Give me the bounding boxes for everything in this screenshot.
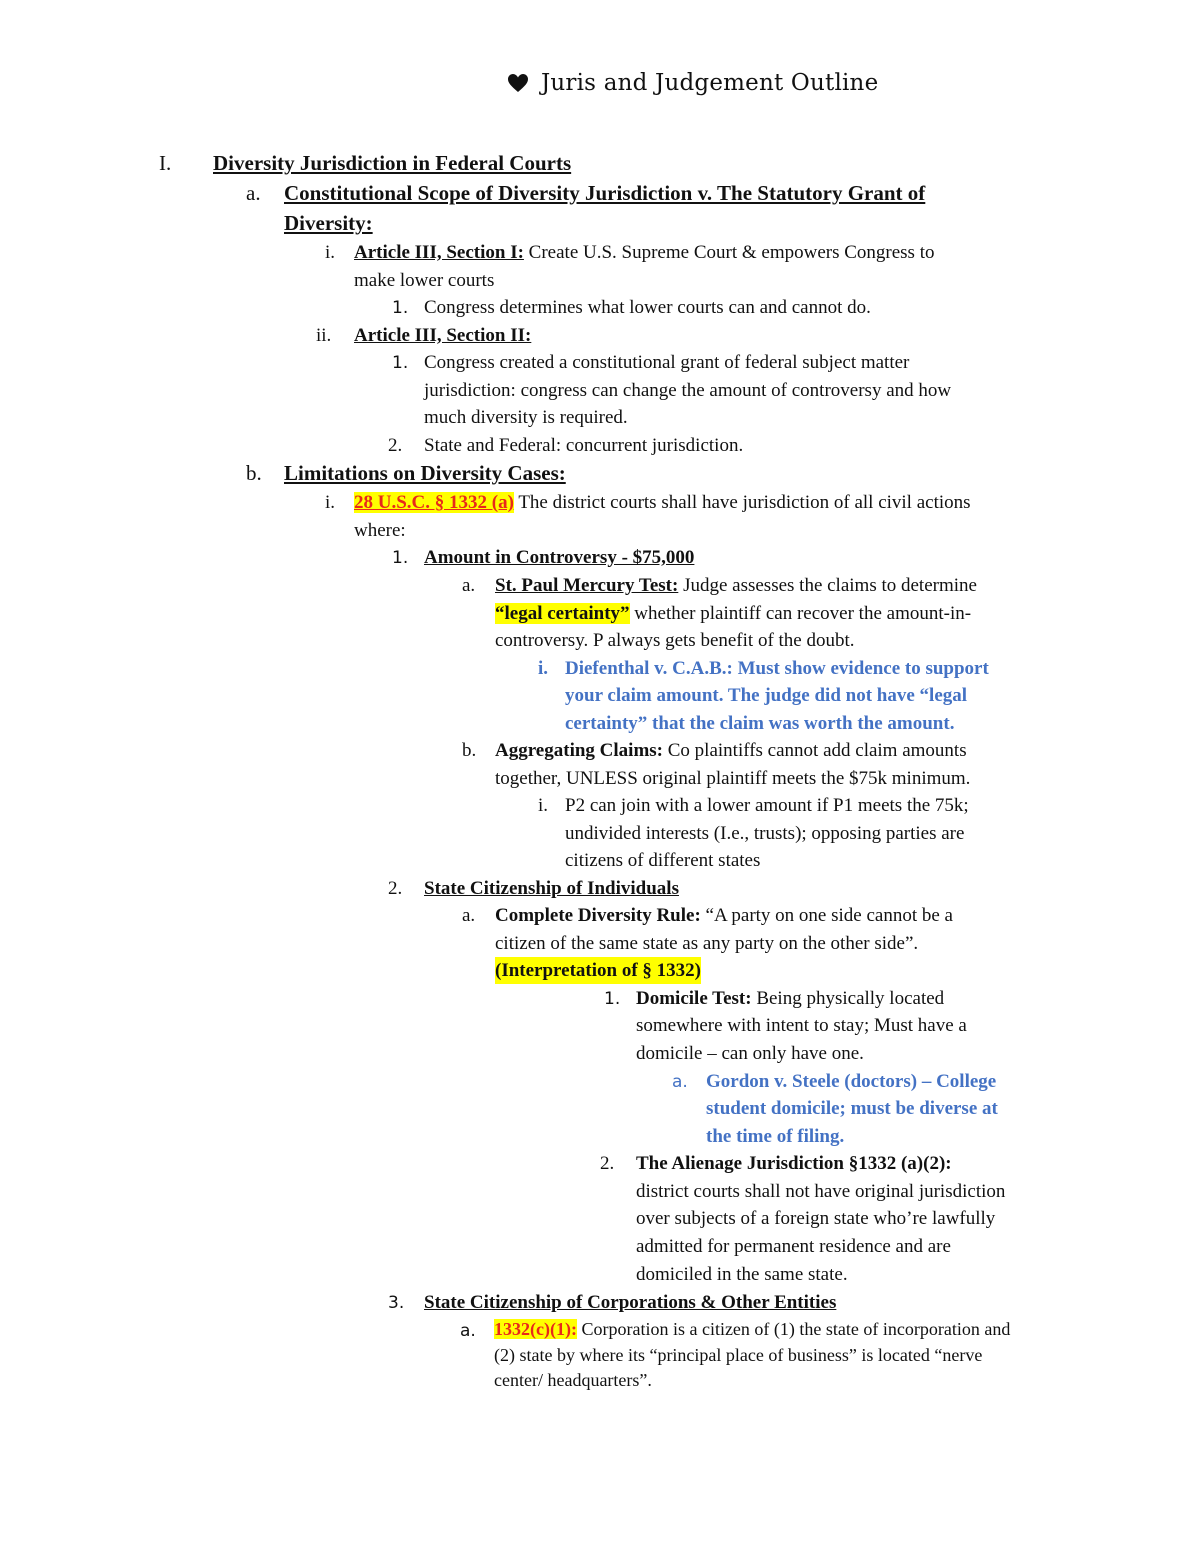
outline-item-label: Amount in Controversy - $75,000: [424, 547, 695, 568]
case-note-cont: your claim amount. The judge did not have “legal: [565, 685, 968, 706]
outline-marker: b.: [246, 461, 262, 485]
case-note: Diefenthal v. C.A.B.: Must show evidence to support: [565, 658, 989, 679]
outline-item-cont: jurisdiction: congress can change the amount of controversy and how: [424, 380, 952, 401]
outline-marker: a.: [672, 1072, 688, 1092]
outline-item-label: State Citizenship of Individuals: [424, 878, 679, 899]
outline-marker: 3.: [388, 1293, 405, 1313]
outline-item: Complete Diversity Rule: “A party on one side cannot be a: [495, 905, 953, 926]
statute-citation: 1332(c)(1):: [494, 1319, 577, 1339]
outline-item-label: State Citizenship of Corporations & Other Entities: [424, 1292, 837, 1313]
outline-marker: i.: [325, 242, 336, 263]
outline-marker: a.: [460, 1321, 476, 1341]
outline-marker: a.: [462, 575, 476, 596]
outline-item-cont: somewhere with intent to stay; Must have a: [636, 1015, 967, 1036]
outline-item-cont: domicile – can only have one.: [636, 1043, 864, 1064]
outline-item-cont: center/ headquarters”.: [494, 1370, 652, 1390]
case-note-cont: certainty” that the claim was worth the amount.: [565, 713, 955, 734]
outline-marker: ii.: [316, 325, 332, 346]
outline-marker: i.: [538, 795, 549, 816]
outline-marker: 2.: [388, 878, 403, 899]
outline-item-label: Article III, Section II:: [354, 325, 532, 346]
outline-item: St. Paul Mercury Test: Judge assesses the claims to determine: [495, 575, 977, 596]
outline-item-cont: undivided interests (I.e., trusts); opposing parties are: [565, 823, 965, 844]
outline-item-cont: (2) state by where its “principal place of business” is located “nerve: [494, 1345, 983, 1365]
outline-item-label: The Alienage Jurisdiction §1332 (a)(2):: [636, 1153, 952, 1174]
outline-marker: a.: [462, 905, 476, 926]
outline-marker: I.: [159, 151, 172, 175]
outline-item-cont: citizens of different states: [565, 850, 761, 871]
section-heading: Diversity Jurisdiction in Federal Courts: [213, 151, 572, 175]
outline-item: Article III, Section I: Create U.S. Supreme Court & empowers Congress to: [354, 242, 935, 263]
statute-citation: 28 U.S.C. § 1332 (a): [354, 492, 514, 513]
title-text: Juris and Judgement Outline: [541, 70, 879, 96]
outline-item: Aggregating Claims: Co plaintiffs cannot add claim amounts: [495, 740, 967, 761]
outline-item: Congress created a constitutional grant of federal subject matter: [424, 352, 910, 373]
subsection-heading: Constitutional Scope of Diversity Jurisdiction v. The Statutory Grant of: [284, 181, 926, 205]
outline-marker: i.: [538, 658, 549, 679]
outline-marker: 2.: [600, 1153, 615, 1174]
case-note-cont: the time of filing.: [706, 1126, 845, 1147]
subsection-heading-cont: Diversity:: [284, 211, 373, 235]
outline-marker: 1.: [392, 298, 409, 318]
outline-item: Domicile Test: Being physically located: [636, 988, 945, 1009]
outline-item-cont: “legal certainty” whether plaintiff can recover the amount-in-: [495, 603, 972, 624]
outline-marker: 1.: [604, 989, 621, 1009]
highlighted-term: “legal certainty”: [495, 603, 630, 624]
outline-marker: b.: [462, 740, 477, 761]
case-note-cont: student domicile; must be diverse at: [706, 1098, 998, 1119]
subsection-heading: Limitations on Diversity Cases:: [284, 461, 566, 485]
outline-item: P2 can join with a lower amount if P1 meets the 75k;: [565, 795, 969, 816]
outline-item-cont: over subjects of a foreign state who’re lawfully: [636, 1208, 996, 1229]
outline-item: 28 U.S.C. § 1332 (a) The district courts shall have jurisdiction of all civil actions: [354, 492, 971, 513]
outline-item: district courts shall not have original jurisdiction: [636, 1181, 1006, 1202]
outline-item-cont: citizen of the same state as any party on the other side”.: [495, 933, 919, 954]
outline-marker: 2.: [388, 435, 403, 456]
outline-item-cont: admitted for permanent residence and are: [636, 1236, 951, 1257]
outline-item-cont: where:: [354, 520, 406, 541]
outline-marker: 1.: [392, 548, 409, 568]
highlighted-note: (Interpretation of § 1332): [495, 957, 701, 984]
outline-item-cont: domiciled in the same state.: [636, 1264, 848, 1285]
outline-item: 1332(c)(1): Corporation is a citizen of (1) the state of incorporation and: [494, 1319, 1011, 1339]
outline-marker: a.: [246, 181, 261, 205]
heart-icon: [507, 73, 529, 93]
case-note: Gordon v. Steele (doctors) – College: [706, 1071, 997, 1092]
document-title: [507, 70, 878, 96]
outline-marker: 1.: [392, 353, 409, 373]
outline-item: Congress determines what lower courts can and cannot do.: [424, 297, 871, 318]
outline-item-cont: together, UNLESS original plaintiff meets the $75k minimum.: [495, 768, 971, 789]
outline-marker: i.: [325, 492, 336, 513]
outline-item-cont: controversy. P always gets benefit of the doubt.: [495, 630, 855, 651]
outline-item-cont: make lower courts: [354, 270, 495, 291]
outline-item-cont: much diversity is required.: [424, 407, 628, 428]
outline-item: State and Federal: concurrent jurisdiction.: [424, 435, 744, 456]
